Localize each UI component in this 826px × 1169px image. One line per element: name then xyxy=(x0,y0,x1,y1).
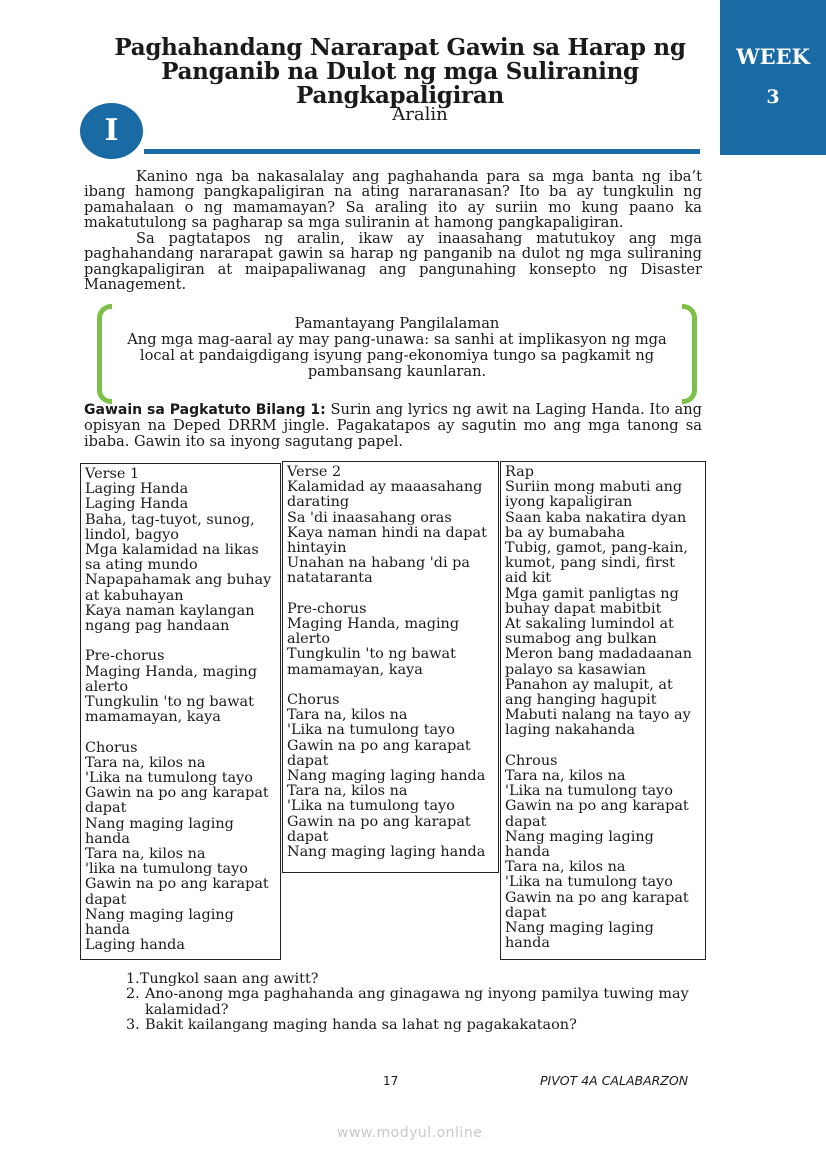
lyric-line: Tubig, gamot, pang-kain, kumot, pang sindi, first aid kit xyxy=(505,540,688,587)
lyric-line: Verse 2 xyxy=(287,464,342,480)
lyric-line: Gawin na po ang karapat dapat xyxy=(287,737,471,769)
lyric-line: Tara na, kilos na xyxy=(505,859,626,876)
intro-paragraph-2 xyxy=(84,231,702,292)
question-3-text: Bakit kailangang maging handa sa lahat ng pagakakataon? xyxy=(145,1016,577,1033)
page-number: 17 xyxy=(383,1074,399,1088)
lyric-line: Rap xyxy=(505,464,534,480)
lyric-line: Panahon ay malupit, at ang hanging hagupit xyxy=(505,676,673,709)
lyric-line: Tara na, kilos na xyxy=(287,707,408,724)
lyric-line: Nang maging laging handa xyxy=(85,906,234,939)
lyric-blank-line xyxy=(85,634,276,649)
watermark: www.modyul.online xyxy=(337,1125,483,1141)
page-title xyxy=(80,36,720,108)
standard-heading: Pamantayang Pangilalaman xyxy=(294,315,500,332)
lyric-line: Tungkulin 'to ng bawat mamamayan, kaya xyxy=(287,646,456,678)
lyrics-box-rap xyxy=(500,461,706,960)
lyric-line: Laging handa xyxy=(85,937,185,954)
week-label: WEEK xyxy=(736,44,810,69)
lyric-line: Pre-chorus xyxy=(287,600,367,617)
question-1-text: 1.Tungkol saan ang awitt? xyxy=(126,971,319,987)
lyric-blank-line xyxy=(505,739,701,754)
lyric-line: Nang maging laging handa xyxy=(85,815,234,847)
lyric-line: Gawin na po ang karapat dapat xyxy=(505,798,689,830)
lyric-line: Nang maging laging handa xyxy=(287,844,486,861)
right-bracket xyxy=(682,304,697,404)
activity-text: Surin ang lyrics ng awit na Laging Handa. Ito ang opisyan na Deped DRRM jingle. Pagakatapos ay sagutin mo ang mga tanong sa ibaba. Gawin ito sa inyong sagutang papel. xyxy=(84,401,702,450)
lyric-line: Nang maging laging handa xyxy=(287,768,486,785)
question-3-number: 3. xyxy=(126,1016,140,1033)
lyric-line: Tungkulin 'to ng bawat mamamayan, kaya xyxy=(85,694,254,726)
lyric-blank-line xyxy=(287,678,494,693)
lyric-line: Kaya naman kaylangan ngang pag handaan xyxy=(85,602,255,635)
lyric-line: Pre-chorus xyxy=(85,648,165,665)
lyric-line: Verse 1 xyxy=(85,466,140,482)
lyric-line: 'Lika na tumulong tayo xyxy=(505,874,673,891)
lyric-line: Maging Handa, maging alerto xyxy=(287,616,460,648)
activity-instruction xyxy=(84,402,702,449)
lyric-line: Chorus xyxy=(287,692,340,709)
lyric-line: Suriin mong mabuti ang iyong kapaligiran xyxy=(505,479,683,511)
publisher-footer: PIVOT 4A CALABARZON xyxy=(540,1073,689,1088)
question-3 xyxy=(126,1018,706,1033)
lyric-line: Gawin na po ang karapat dapat xyxy=(287,813,471,845)
title-line-1: Paghahandang Nararapat Gawin sa Harap ng xyxy=(114,34,686,61)
lyric-blank-line xyxy=(287,587,494,602)
lyric-line: Sa 'di inaasahang oras xyxy=(287,509,452,526)
question-list xyxy=(126,972,706,1033)
lyric-line: Gawin na po ang karapat dapat xyxy=(85,876,269,908)
question-2-number: 2. xyxy=(126,986,140,1003)
week-number: 3 xyxy=(766,86,780,108)
lyric-line: Kaya naman hindi na dapat hintayin xyxy=(287,524,487,557)
lyric-blank-line xyxy=(85,725,276,740)
lyric-line: Nang maging laging handa xyxy=(505,828,654,861)
activity-label: Gawain sa Pagkatuto Bilang 1: xyxy=(84,402,326,418)
lyric-line: Mga kalamidad na likas sa ating mundo xyxy=(85,542,259,574)
question-2 xyxy=(126,987,706,1018)
aralin-label: Aralin xyxy=(392,104,448,125)
lyric-line: Gawin na po ang karapat dapat xyxy=(505,889,689,921)
lyric-line: Tara na, kilos na xyxy=(85,846,206,863)
intro-paragraph-1 xyxy=(84,169,702,230)
lyric-line: Baha, tag-tuyot, sunog, lindol, bagyo xyxy=(85,511,255,543)
lyric-line: 'Lika na tumulong tayo xyxy=(505,783,673,800)
lyric-line: Mabuti nalang na tayo ay laging nakahanda xyxy=(505,707,691,739)
lyric-line: Tara na, kilos na xyxy=(505,768,626,785)
title-line-2: Panganib na Dulot ng mga Suliraning xyxy=(161,58,639,85)
lyric-line: Chrous xyxy=(505,752,558,769)
title-line-3: Pangkapaligiran xyxy=(296,82,504,109)
lyric-line: Laging Handa xyxy=(85,496,189,513)
lyric-line: Tara na, kilos na xyxy=(287,783,408,800)
lyric-line: Nang maging laging handa xyxy=(505,920,654,952)
lyric-line: Napapahamak ang buhay at kabuhayan xyxy=(85,572,272,604)
lyrics-box-verse-1 xyxy=(80,463,281,960)
question-1 xyxy=(126,972,706,987)
lyric-line: Laging Handa xyxy=(85,481,189,498)
lyric-line: 'Lika na tumulong tayo xyxy=(287,798,455,815)
lyric-line: 'Lika na tumulong tayo xyxy=(85,770,253,787)
lyric-line: Chorus xyxy=(85,739,138,756)
section-letter-badge: I xyxy=(80,103,143,159)
lyrics-box-verse-2 xyxy=(282,461,499,873)
lyric-line: Unahan na habang 'di pa natataranta xyxy=(287,555,470,587)
lyric-line: Kalamidad ay maaasahang darating xyxy=(287,479,483,511)
lyric-line: Mga gamit panligtas ng buhay dapat mabitbit xyxy=(505,585,679,617)
lyric-line: Meron bang madadaanan palayo sa kasawian xyxy=(505,646,692,678)
lyric-line: 'Lika na tumulong tayo xyxy=(287,722,455,739)
lyric-line: Maging Handa, maging alerto xyxy=(85,663,258,695)
content-standard-box xyxy=(97,304,697,396)
content-standard xyxy=(117,316,677,380)
lyric-line: Saan kaba nakatira dyan ba ay bumabaha xyxy=(505,509,687,541)
lyric-line: Gawin na po ang karapat dapat xyxy=(85,785,269,817)
left-bracket xyxy=(97,304,112,404)
intro-text-1: Kanino nga ba nakasalalay ang paghahanda para sa mga banta ng iba’t ibang hamong pangkapaligiran na ating nararanasan? Ito ba ay tungkulin ng pamahalaan o ng mamamayan? Sa araling ito ay suriin mo kung paano ka makatutulong sa pagharap sa mga suliranin at hamong pangkapaligiran. xyxy=(84,168,702,231)
standard-text: Ang mga mag-aaral ay may pang-unawa: sa sanhi at implikasyon ng mga local at pandaigdigang isyung pang-ekonomiya tungo sa pagkamit ng pambansang kaunlaran. xyxy=(127,331,667,380)
intro-text-2: Sa pagtatapos ng aralin, ikaw ay inaasahang matutukoy ang mga paghahandang nararapat gawin sa harap ng panganib na dulot ng mga suliraning pangkapaligiran at maipapaliwanag ang pangunahing konsepto ng Disaster Management. xyxy=(84,230,702,293)
question-2-text: Ano-anong mga paghahanda ang ginagawa ng inyong pamilya tuwing may kalamidad? xyxy=(145,986,689,1018)
lyric-line: Tara na, kilos na xyxy=(85,754,206,771)
title-divider xyxy=(144,149,700,154)
lyric-line: At sakaling lumindol at sumabog ang bulkan xyxy=(505,616,674,648)
lyric-line: 'lika na tumulong tayo xyxy=(85,861,248,878)
week-badge xyxy=(720,0,826,155)
